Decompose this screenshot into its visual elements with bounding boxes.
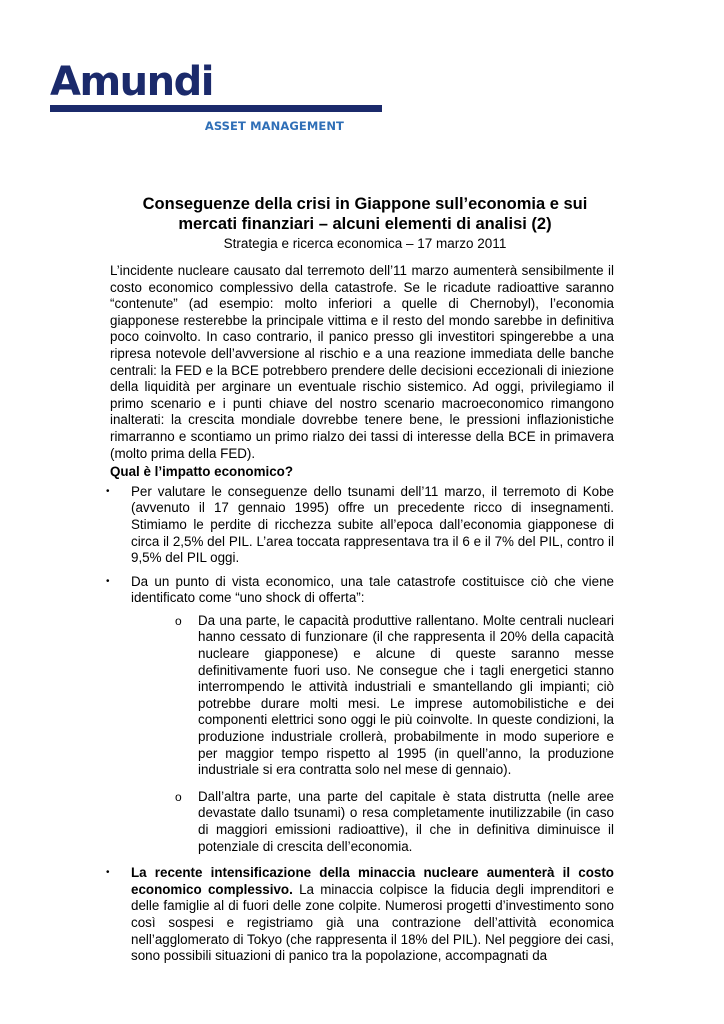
bullet-text: Per valutare le conseguenze dello tsunami dell’11 marzo, il terremoto di Kobe (avvenuto il 17 gennaio 1995) offre un precedente ricco di insegnamenti. Stimiamo le perdite di ricchezza subite all’epoca dall’economia giapponese di circa il 2,5% del PIL. L’area toccata rappresentava tra il 6 e il 7% del PIL, contro il 9,5% del PIL oggi. bbox=[131, 483, 614, 566]
bullet-marker: • bbox=[106, 867, 110, 879]
logo-subtitle: ASSET MANAGEMENT bbox=[204, 119, 344, 133]
sub-bullet-marker: o bbox=[175, 613, 182, 628]
bullet-bold-lead: La recente intensificazione della minaccia nucleare aumenterà il costo economico complessivo. bbox=[131, 865, 614, 897]
bullet-text: La minaccia colpisce la fiducia degli imprenditori e delle famiglie al di fuori delle zone colpite. Numerosi progetti d’investimento sono così sospesi e registriamo già una contrazione dell’attività economica nell’agglomerato di Tokyo (che rappresenta il 18% del PIL). Nel peggiore dei casi, sono possibili situazioni di panico tra la popolazione, accompagnati da bbox=[131, 881, 614, 964]
bullet-marker: • bbox=[106, 485, 110, 497]
sub-list-item bbox=[131, 613, 614, 779]
sub-bullet-marker: o bbox=[175, 789, 182, 804]
list-item bbox=[106, 483, 614, 567]
list-item bbox=[106, 865, 614, 965]
title-line-1: Conseguenze della crisi in Giappone sull’economia e sui bbox=[142, 195, 588, 213]
sub-bullet-text: Da una parte, le capacità produttive rallentano. Molte centrali nucleari hanno cessato di funzionare (il che rappresenta il 20% della capacità nucleare giapponese) e alcune di queste saranno messe definitivamente fuori uso. Ne consegue che i tagli energetici stanno interrompendo le attività industriali e smantellando gli impianti; ciò potrebbe durare molti mesi. Le imprese automobilistiche e dei componenti elettrici sono oggi le più coinvolte. In queste condizioni, la produzione industriale crollerà, probabilmente in modo superiore e per maggior tempo rispetto al 1995 (in quell’anno, la produzione industriale si era contratta solo nel mese di gennaio). bbox=[198, 612, 614, 778]
intro-paragraph: L’incidente nucleare causato dal terremoto dell’11 marzo aumenterà sensibilmente il costo economico complessivo della catastrofe. Se le ricadute radioattive saranno “contenute” (ad esempio: molto inferiori a quelle di Chernobyl), l’economia giapponese resterebbe la principale vittima e il resto del mondo sarebbe in definitiva poco coinvolto. In caso contrario, il panico presso gli investitori spingerebbe a una ripresa notevole dell’avversione al rischio e a una reazione immediata delle banche centrali: la FED e la BCE potrebbero prendere delle decisioni eccezionali di iniezione della liquidità per arginare un eventuale rischio sistemico. Ad oggi, privilegiamo il primo scenario e i punti chiave del nostro scenario macroeconomico rimangono inalterati: la crescita mondiale dovrebbe tenere bene, le pressioni inflazionistiche rimarranno e scontiamo un primo rialzo dei tassi di interesse della BCE in primavera (molto prima della FED). bbox=[110, 263, 614, 461]
logo-bar bbox=[50, 105, 382, 112]
document-subtitle: Strategia e ricerca economica – 17 marzo 2011 bbox=[223, 236, 507, 251]
bullet-list bbox=[106, 483, 614, 965]
bullet-marker: • bbox=[106, 575, 110, 587]
title-line-2: mercati finanziari – alcuni elementi di analisi (2) bbox=[178, 215, 552, 233]
document-title bbox=[95, 194, 635, 234]
logo-wordmark: Amundi bbox=[50, 59, 213, 105]
sub-list bbox=[131, 613, 614, 855]
amundi-logo bbox=[50, 59, 382, 133]
document-body bbox=[106, 263, 614, 972]
sub-bullet-text: Dall’altra parte, una parte del capitale è stata distrutta (nelle aree devastate dallo tsunami) o resa completamente inutilizzabile (in caso di maggiori emissioni radioattive), il che in definitiva diminuisce il potenziale di crescita dell’economia. bbox=[198, 788, 614, 854]
bullet-text: Da un punto di vista economico, una tale catastrofe costituisce ciò che viene identificato come “uno shock di offerta”: bbox=[131, 573, 614, 606]
section-heading: Qual è l’impatto economico? bbox=[110, 464, 294, 480]
list-item bbox=[106, 573, 614, 856]
sub-list-item bbox=[131, 789, 614, 855]
